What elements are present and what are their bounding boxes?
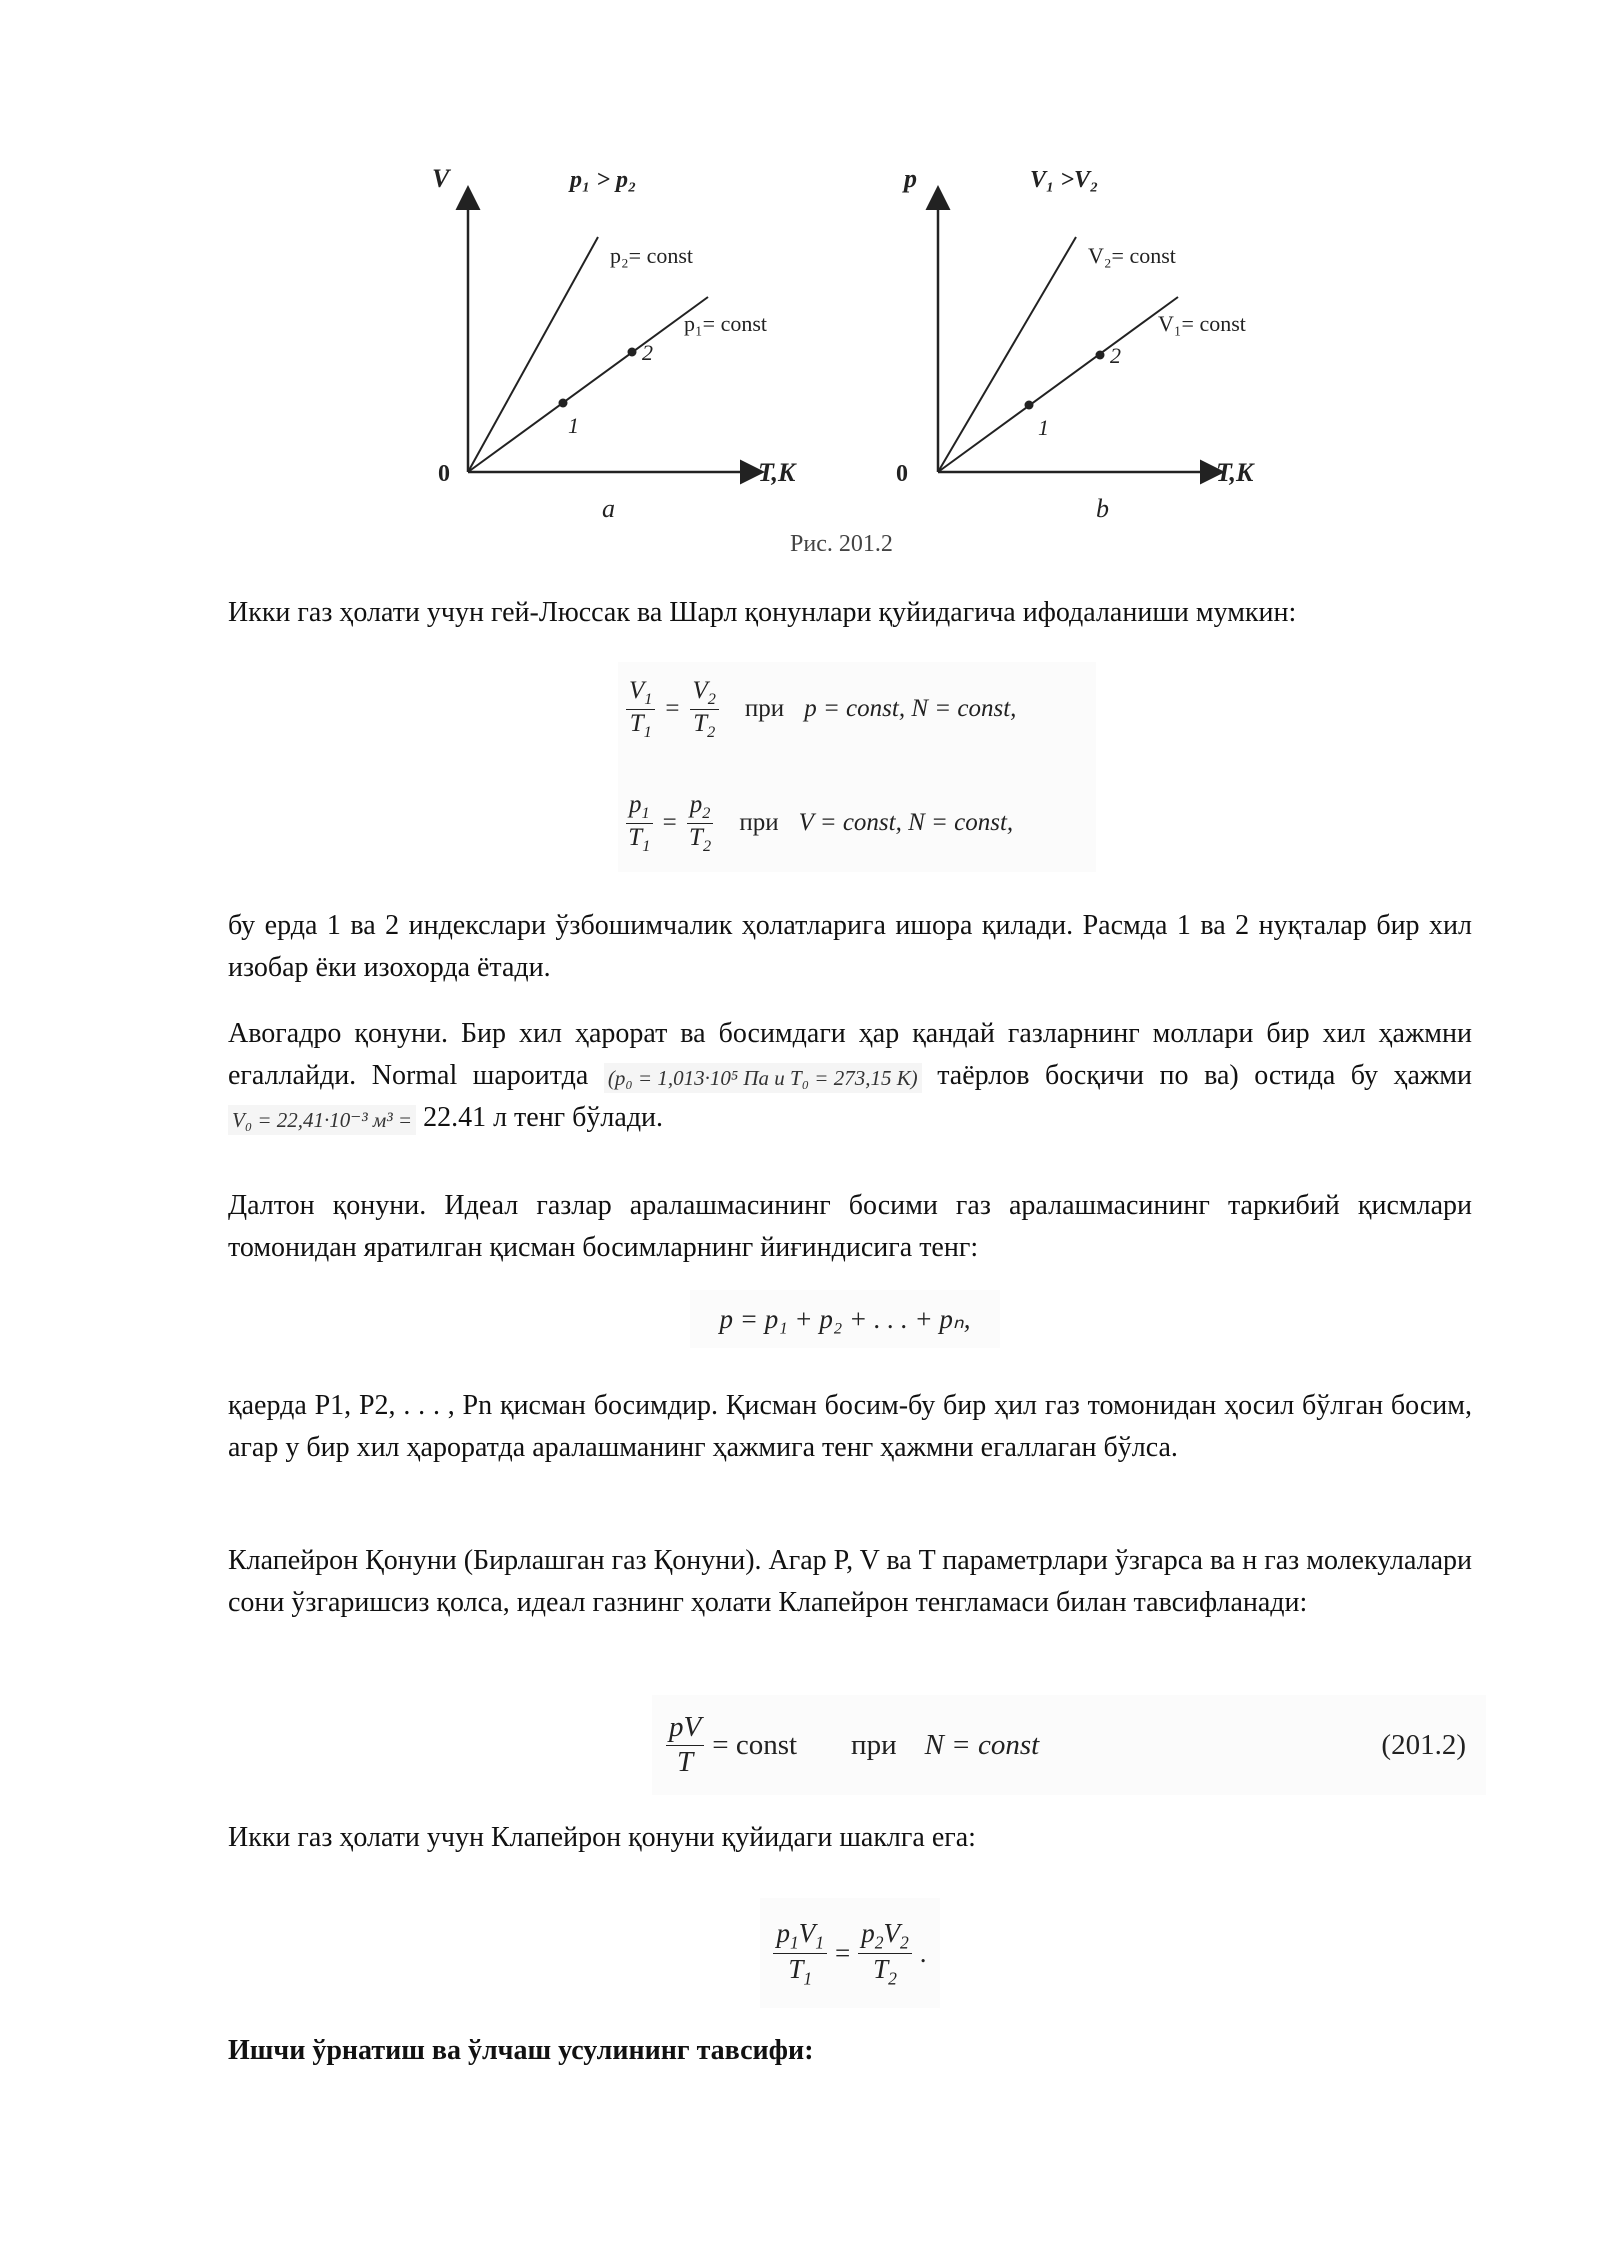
isochore-v2 <box>938 237 1076 472</box>
relation-label: V₁ >V₂ <box>1030 167 1099 193</box>
figure-caption: Рис. 201.2 <box>790 531 893 557</box>
molar-volume-formula: V₀ = 22,41·10⁻³ м³ = <box>228 1105 416 1135</box>
equation-number: (201.2) <box>1381 1728 1466 1761</box>
sublabel-a: a <box>602 494 615 523</box>
relation-label: p₁ > p₂ <box>570 167 637 193</box>
isobar-p1 <box>468 297 708 472</box>
paragraph-clapeyron: Клапейрон Қонуни (Бирлашган газ Қонуни). Агар P, V ва T параметрлари ўзгарса ва н газ молекулалари сони ўзгаришсиз қолса, идеал газнинг ҳолати Клапейрон тенгламаси билан тавсифланади: <box>228 1545 1472 1618</box>
graph-b <box>896 164 1255 523</box>
point-2-label: 2 <box>642 340 653 365</box>
point-1 <box>1025 401 1034 410</box>
steep-line-label: p₂= const <box>610 243 694 268</box>
section-heading: Ишчи ўрнатиш ва ўлчаш усулининг тавсифи: <box>228 2035 814 2066</box>
formula-dalton: p = p₁ + p₂ + . . . + pₙ, <box>690 1290 1000 1348</box>
sublabel-b: b <box>1096 494 1109 523</box>
condition-isobaric: p = const, N = const, <box>804 695 1017 722</box>
isochore-v1 <box>938 297 1178 472</box>
origin-label: 0 <box>896 461 908 487</box>
paragraph-partial-pressure: қаерда P1, P2, . . . , Pn қисман босимдир. Қисман босим-бу бир ҳил газ томонидан ҳосил бўлган босим, агар у бир хил ҳароратда аралашманинг ҳажмига тенг ҳажмни егаллаган бўлса. <box>228 1390 1472 1463</box>
steep-line-label: V₂= const <box>1088 243 1176 268</box>
point-2-label: 2 <box>1110 343 1121 368</box>
y-axis-label: p <box>904 164 917 193</box>
pri-word: при <box>744 695 785 722</box>
paragraph-indices: бу ерда 1 ва 2 индекслари ўзбошимчалик ҳолатларига ишора қилади. Расмда 1 ва 2 нуқталар бир хил изобар ёки изохорда ётади. <box>228 910 1472 983</box>
figure-201-2 <box>420 145 1300 565</box>
x-axis-label: T,K <box>1216 458 1254 487</box>
avogadro-text-2: таёрлов босқичи по ва) остида бу ҳажми <box>937 1060 1473 1091</box>
paragraph-dalton: Далтон қонуни. Идеал газлар аралашмасининг босими газ аралашмасининг таркибий қисмлари томонидан яратилган қисман босимларнинг йиғиндисига тенг: <box>228 1190 1472 1263</box>
pri-word: при <box>739 809 779 836</box>
avogadro-text-3: 22.41 л тенг бўлади. <box>423 1102 664 1133</box>
condition-n-const: N = const <box>924 1728 1040 1761</box>
normal-conditions-formula: (p₀ = 1,013·10⁵ Па и T₀ = 273,15 К) <box>604 1063 922 1093</box>
point-2 <box>1096 351 1105 360</box>
paragraph-clapeyron-two-states: Икки газ ҳолати учун Клапейрон қонуни қуйидаги шаклга ега: <box>228 1822 976 1853</box>
pri-word: при <box>851 1728 897 1761</box>
paragraph-gay-lussac-intro: Икки газ ҳолати учун гей-Люссак ва Шарл қонунлари қуйидагича ифодаланиши мумкин: <box>228 597 1297 628</box>
point-2 <box>628 348 637 357</box>
point-1-label: 1 <box>568 413 579 438</box>
isoprocess-graphs <box>420 145 1300 565</box>
avogadro-text: Авогадро қонуни. Бир хил ҳарорат ва босимдаги ҳар қандай газларнинг моллари бир хил ҳажмни егаллайди. Normal шароитда <box>228 1018 1472 1091</box>
graph-a <box>432 164 797 523</box>
shallow-line-label: V₁= const <box>1158 311 1246 336</box>
paragraph-avogadro <box>228 1013 1472 1139</box>
const-rhs: = const <box>712 1728 798 1761</box>
formula-gay-lussac-charles: $\frac{V_1}{T_1}$ = $\frac{V_2}{T_2}$ при p = const, N = const, $\frac{p_1}{T_1}$ = $\frac{p_2}{T_2}$ при V = const, N = const, <box>618 662 1096 872</box>
origin-label: 0 <box>438 461 450 487</box>
x-axis-label: T,K <box>758 458 796 487</box>
shallow-line-label: p₁= const <box>684 311 768 336</box>
formula-clapeyron: $\frac{pV}{T}$ = const при N = const (201.2) <box>652 1695 1486 1795</box>
formula-clapeyron-two-states: $\frac{p_1V_1}{T_1}$ = $\frac{p_2V_2}{T_2}$ . <box>760 1898 940 2008</box>
y-axis-label: V <box>432 164 450 193</box>
point-1-label: 1 <box>1038 415 1049 440</box>
condition-isochoric: V = const, N = const, <box>798 809 1014 836</box>
point-1 <box>559 399 568 408</box>
